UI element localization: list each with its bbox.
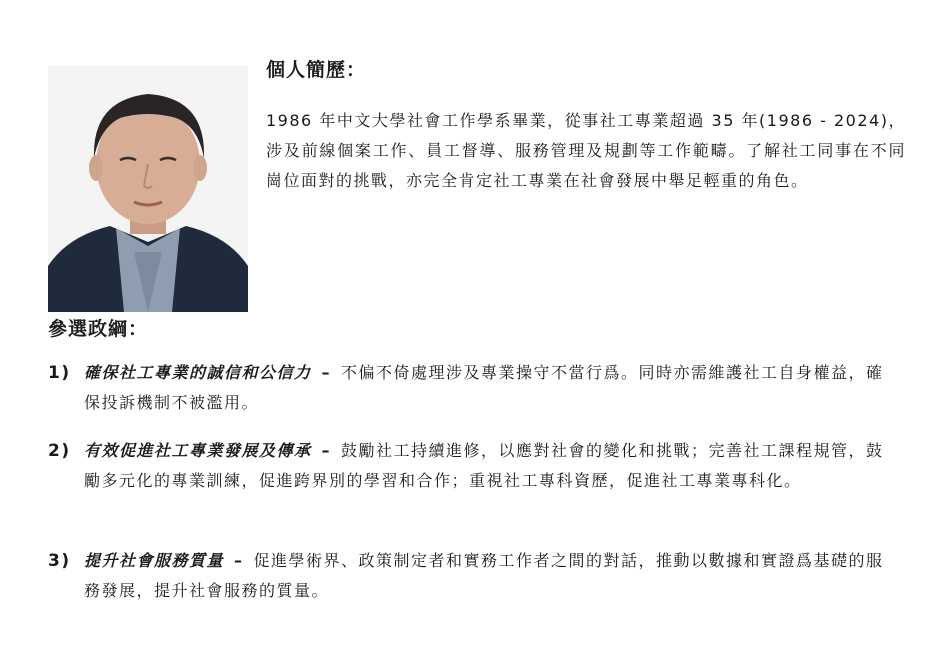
bio-text: 1986 年中文大學社會工作學系畢業，從事社工專業超過 35 年(1986 - 2024)，涉及前線個案工作、員工督導、服務管理及規劃等工作範疇。了解社工同事在不同崗位面對的挑戰，亦完全肯定社工專業在社會發展中舉足輕重的角色。 [266,111,906,190]
item-dash: – [234,551,244,570]
item-dash: – [321,441,332,460]
portrait-figure [48,66,248,312]
platform-item-development [48,436,898,496]
item-text: 鼓勵社工持續進修，以應對社會的變化和挑戰；完善社工課程規管，鼓勵多元化的專業訓練，促進跨界別的學習和合作；重視社工專科資歷，促進社工專業專科化。 [84,441,884,490]
platform-title: 參選政綱： [48,318,149,340]
item-text: 促進學術界、政策制定者和實務工作者之間的對話，推動以數據和實證爲基礎的服務發展，提升社會服務的質量。 [84,551,884,600]
platform-item-service-quality [48,546,898,606]
item-body [84,358,898,418]
bio-title: 個人簡歷： [266,59,367,81]
item-number: 3) [48,551,71,571]
item-number: 2) [48,441,71,461]
item-text: 不偏不倚處理涉及專業操守不當行爲。同時亦需維護社工自身權益，確保投訴機制不被濫用。 [84,363,884,412]
item-heading: 確保社工專業的誠信和公信力 [84,363,312,382]
item-dash: – [321,363,332,382]
item-heading: 提升社會服務質量 [84,551,225,570]
item-body [84,546,898,606]
platform-item-integrity [48,358,898,418]
item-number: 1) [48,363,71,383]
portrait-photo [48,66,248,312]
item-body [84,436,898,496]
item-heading: 有效促進社工專業發展及傳承 [84,441,312,460]
